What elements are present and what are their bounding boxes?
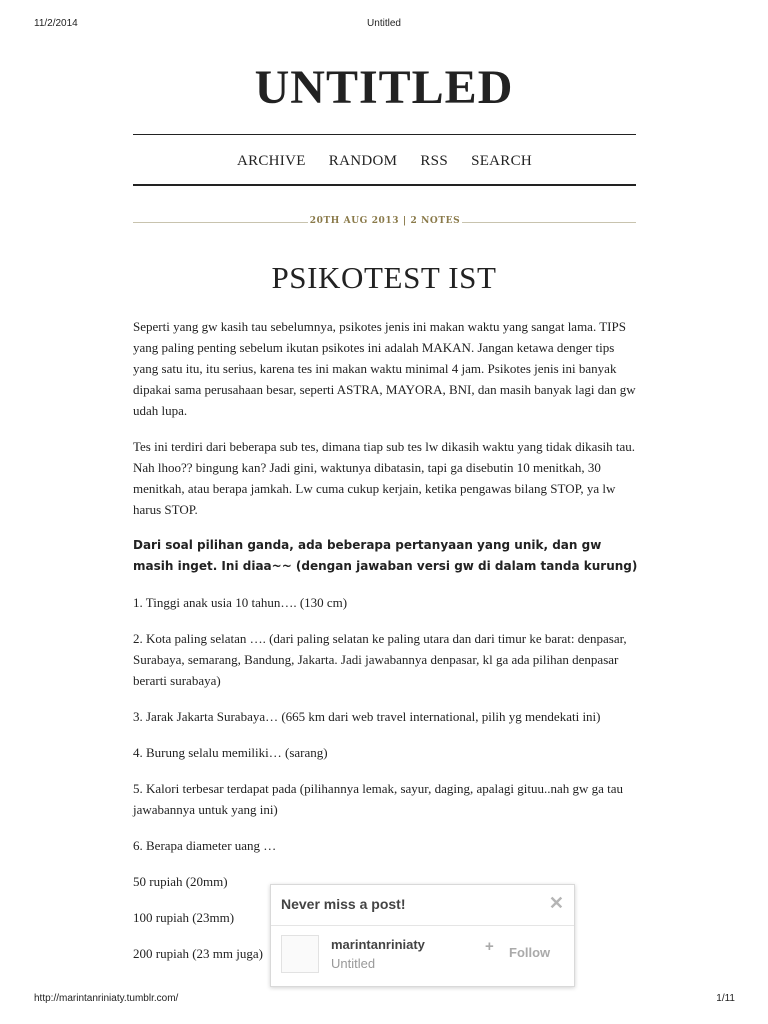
- list-item: 4. Burung selalu memiliki… (sarang): [133, 745, 328, 760]
- print-header-title: Untitled: [367, 18, 401, 29]
- list-item: 3. Jarak Jakarta Surabaya… (665 km dari web travel international, pilih yg mendekati ini): [133, 709, 601, 724]
- plus-icon[interactable]: +: [485, 938, 494, 955]
- list-item: 100 rupiah (23mm): [133, 910, 235, 925]
- popup-blog-title: Untitled: [331, 956, 376, 971]
- follow-popup: [270, 884, 575, 987]
- list-item: 200 rupiah (23 mm juga): [133, 946, 263, 961]
- nav-search-link[interactable]: SEARCH: [471, 153, 533, 169]
- list-item: 5. Kalori terbesar terdapat pada (pilihannya lemak, sayur, daging, apalagi gituu..nah gw ga tau jawabannya untuk yang ini): [133, 781, 624, 817]
- list-item: 6. Berapa diameter uang …: [133, 838, 277, 853]
- post-paragraph: Tes ini terdiri dari beberapa sub tes, dimana tiap sub tes lw dikasih waktu yang tidak dikasih tau. Nah lhoo?? bingung kan? Jadi gini, waktunya dibatasin, tapi ga disebutin 10 menitkah, 30 menitkah, atau berapa jamkah. Lw cuma cukup kerjain, ketika pengawas bilang STOP, ya lw harus STOP.: [133, 439, 635, 517]
- list-item: 1. Tinggi anak usia 10 tahun…. (130 cm): [133, 595, 348, 610]
- nav-rss-link[interactable]: RSS: [420, 153, 448, 169]
- nav-archive-link[interactable]: ARCHIVE: [236, 153, 306, 169]
- popup-blog-name[interactable]: marintanriniaty: [331, 937, 425, 952]
- list-item: 2. Kota paling selatan …. (dari paling selatan ke paling utara dan dari timur ke barat: denpasar, Surabaya, semarang, Bandung, Jakarta. Jadi jawabannya denpasar, kl ga ada pilihan denpasar berarti surabaya): [133, 631, 627, 688]
- header-rule-top: [133, 134, 636, 135]
- header-rule-bottom: [133, 184, 636, 186]
- blog-nav: [133, 150, 636, 170]
- post-title: PSIKOTEST IST: [271, 260, 497, 295]
- print-date: 11/2/2014: [34, 18, 78, 29]
- popup-heading: Never miss a post!: [281, 896, 406, 912]
- blog-title[interactable]: UNTITLED: [254, 61, 514, 114]
- print-url: http://marintanriniaty.tumblr.com/: [34, 993, 179, 1004]
- avatar[interactable]: [281, 935, 319, 973]
- popup-header: [271, 885, 574, 926]
- post-body: [133, 316, 638, 979]
- post-meta[interactable]: 20TH AUG 2013 | 2 NOTES: [309, 216, 461, 226]
- post-paragraph-bold: Dari soal pilihan ganda, ada beberapa pertanyaan yang unik, dan gw masih inget. Ini diaa~~ (dengan jawaban versi gw di dalam tanda kurung): [133, 538, 638, 573]
- nav-random-link[interactable]: RANDOM: [328, 153, 398, 169]
- list-item: 50 rupiah (20mm): [133, 874, 228, 889]
- meta-divider-left: [133, 222, 308, 223]
- meta-divider-right: [462, 222, 636, 223]
- post-paragraph: Seperti yang gw kasih tau sebelumnya, psikotes jenis ini makan waktu yang sangat lama. TIPS yang paling penting sebelum ikutan psikotes ini adalah MAKAN. Jangan ketawa denger tips yang satu itu, itu serius, karena tes ini makan waktu minimal 4 jam. Psikotes jenis ini banyak dipakai sama perusahaan besar, seperti ASTRA, MAYORA, BNI, dan masih banyak lagi dan gw udah lupa.: [133, 319, 636, 418]
- print-page-number: 1/11: [716, 993, 735, 1004]
- close-icon[interactable]: ✕: [548, 893, 564, 913]
- follow-button[interactable]: Follow: [509, 945, 551, 960]
